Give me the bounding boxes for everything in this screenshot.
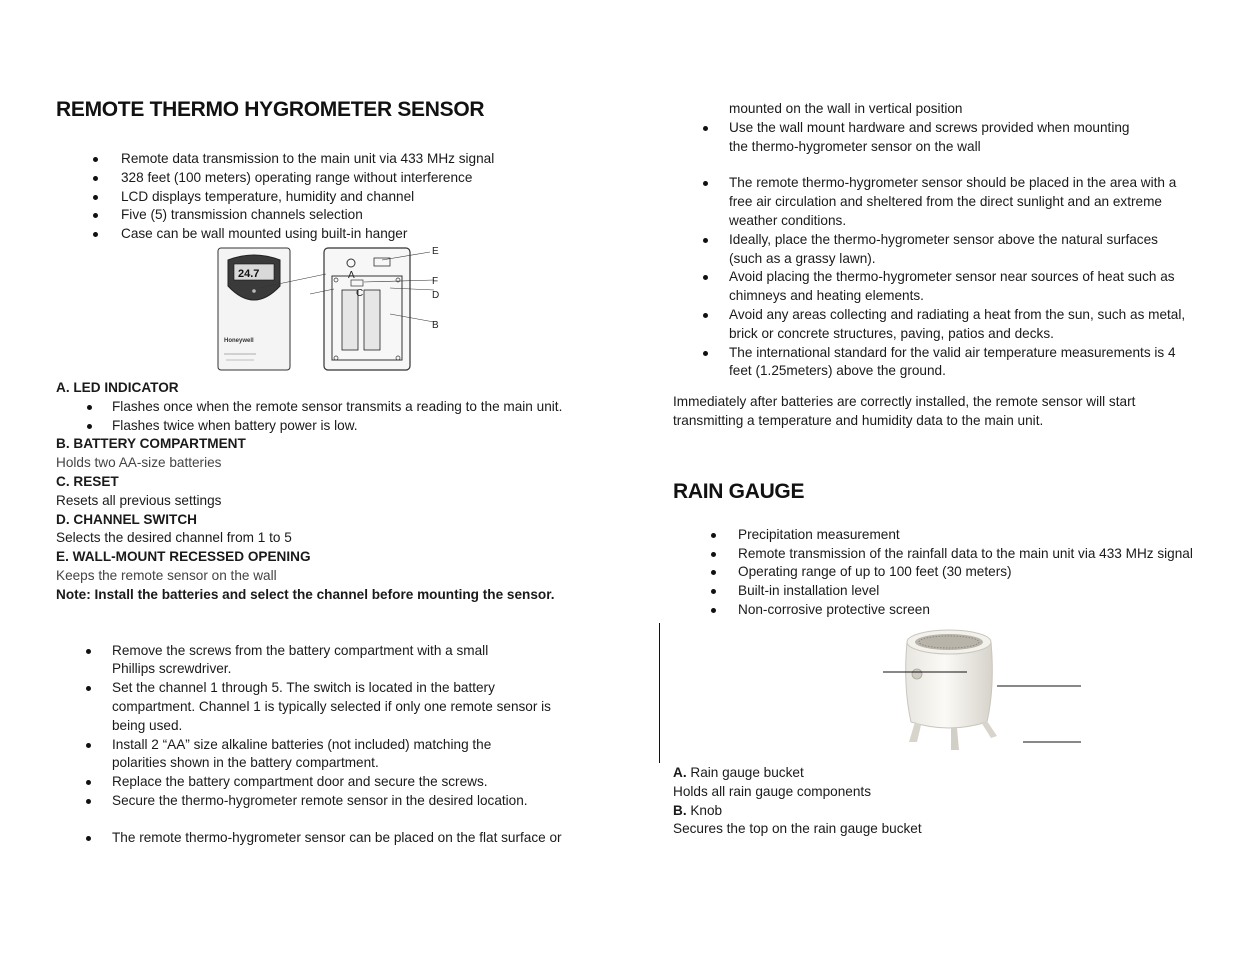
install-steps <box>56 642 566 811</box>
list-item: The remote thermo-hygrometer sensor should be placed in the area with a free air circulation and sheltered from the direct sunlight and an extreme weather conditions. <box>673 174 1193 230</box>
section-title-sensor: REMOTE THERMO HYGROMETER SENSOR <box>56 98 485 121</box>
sensor-diagram <box>214 246 444 378</box>
part-label: E. WALL-MOUNT RECESSED OPENING <box>56 549 311 565</box>
callout-a: A <box>348 270 355 281</box>
list-item: The international standard for the valid air temperature measurements is 4 feet (1.25meters) above the ground. <box>673 344 1193 382</box>
part-label: B. BATTERY COMPARTMENT <box>56 436 246 452</box>
list-item: Built-in installation level <box>673 582 1193 601</box>
knob <box>912 669 922 679</box>
sensor-lcd-reading: 24.7 <box>238 268 260 280</box>
list-item: Flashes once when the remote sensor transmits a reading to the main unit. <box>56 398 576 417</box>
rain-part-label <box>673 802 1193 821</box>
placement-tips <box>673 174 1193 381</box>
rain-gauge-parts <box>673 764 1193 839</box>
sensor-parts <box>56 379 576 848</box>
mount-list <box>673 119 1193 157</box>
list-item: Flashes twice when battery power is low. <box>56 417 576 436</box>
install-note: Note: Install the batteries and select the channel before mounting the sensor. <box>56 586 555 602</box>
rain-gauge-leg <box>951 728 959 750</box>
part-label: A. LED INDICATOR <box>56 380 179 395</box>
battery-slot <box>364 290 380 350</box>
list-item: Avoid placing the thermo-hygrometer sensor near sources of heat such as chimneys and heating elements. <box>673 268 1193 306</box>
list-item: Set the channel 1 through 5. The switch is located in the battery compartment. Channel 1 is typically selected if only one remote sensor is being used. <box>56 679 566 735</box>
list-item: 328 feet (100 meters) operating range without interference <box>56 169 576 188</box>
list-item: Operating range of up to 100 feet (30 meters) <box>673 563 1193 582</box>
part-description: Selects the desired channel from 1 to 5 <box>56 530 292 546</box>
rain-part-label <box>673 764 1193 783</box>
list-item: Remote transmission of the rainfall data to the main unit via 433 MHz signal <box>673 545 1193 564</box>
section-title-rain: RAIN GAUGE <box>673 479 805 503</box>
part-label: D. CHANNEL SWITCH <box>56 511 197 527</box>
callout-f: F <box>432 276 439 287</box>
list-item: Precipitation measurement <box>673 526 1193 545</box>
led-indicator <box>252 289 256 293</box>
rain-gauge-leg <box>981 721 997 738</box>
rain-part-letter: A. <box>673 765 687 780</box>
list-item: Secure the thermo-hygrometer remote sensor in the desired location. <box>56 792 566 811</box>
rain-part-name: Rain gauge bucket <box>686 765 804 780</box>
sensor-feature-list <box>56 150 576 244</box>
battery-slot <box>342 290 358 350</box>
callout-b: B <box>432 320 439 331</box>
rain-part-description: Secures the top on the rain gauge bucket <box>673 821 922 837</box>
list-item: Avoid any areas collecting and radiating a heat from the sun, such as metal, brick or concrete structures, paving, patios and decks. <box>673 306 1193 344</box>
part-description: Keeps the remote sensor on the wall <box>56 567 277 583</box>
list-item: Use the wall mount hardware and screws provided when mounting the thermo-hygrometer sensor on the wall <box>673 119 1193 157</box>
part-description: Resets all previous settings <box>56 492 222 508</box>
rain-part-letter: B. <box>673 802 687 818</box>
rain-part-description: Holds all rain gauge components <box>673 783 871 799</box>
list-item: Remote data transmission to the main unit via 433 MHz signal <box>56 150 576 169</box>
rain-gauge-leg <box>909 722 921 742</box>
column-divider <box>659 623 660 763</box>
list-item: Case can be wall mounted using built-in hanger <box>56 225 576 244</box>
right-column <box>673 100 1193 837</box>
part-description: Holds two AA-size batteries <box>56 455 222 471</box>
sensor-brand: Honeywell <box>224 338 254 344</box>
part-label: C. RESET <box>56 473 119 489</box>
list-item: Non-corrosive protective screen <box>673 601 1193 620</box>
after-install-text: Immediately after batteries are correctly installed, the remote sensor will start transmitting a temperature and humidity data to the main unit. <box>673 394 1136 428</box>
list-item: Replace the battery compartment door and secure the screws. <box>56 773 566 792</box>
rain-gauge-bucket <box>906 642 993 728</box>
list-item: Install 2 “AA” size alkaline batteries (not included) matching the polarities shown in the battery compartment. <box>56 736 566 774</box>
rain-gauge-diagram <box>881 626 1101 754</box>
list-item: The remote thermo-hygrometer sensor can be placed on the flat surface or <box>56 829 576 848</box>
list-item: Five (5) transmission channels selection <box>56 206 576 225</box>
list-item: Remove the screws from the battery compartment with a small Phillips screwdriver. <box>56 642 566 680</box>
led-indicator-list <box>56 398 576 436</box>
callout-e: E <box>432 246 439 257</box>
placement-continued: mounted on the wall in vertical position <box>729 101 963 116</box>
list-item: LCD displays temperature, humidity and channel <box>56 188 576 207</box>
callout-c: C <box>356 288 364 299</box>
left-column <box>56 98 576 845</box>
placement-list <box>56 829 576 848</box>
list-item: Ideally, place the thermo-hygrometer sensor above the natural surfaces (such as a grassy lawn). <box>673 231 1193 269</box>
rain-part-name: Knob <box>686 802 723 818</box>
callout-d: D <box>432 290 440 301</box>
rain-feature-list <box>673 526 1193 620</box>
